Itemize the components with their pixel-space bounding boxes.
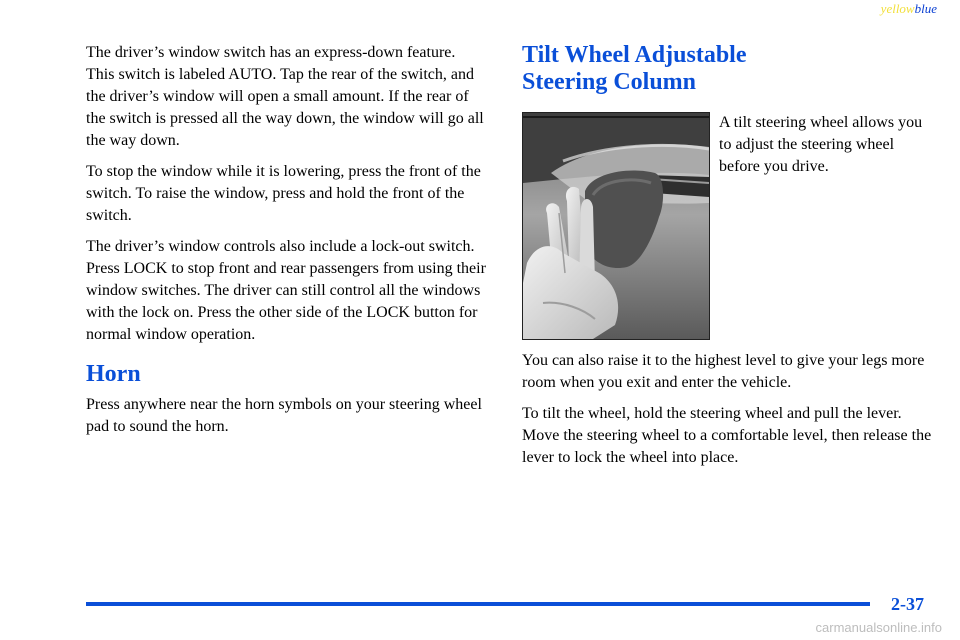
tilt-lever-photo <box>522 112 710 340</box>
tilt-heading-line2: Steering Column <box>522 69 696 95</box>
page-header <box>881 1 937 17</box>
right-column <box>522 42 932 478</box>
paragraph-raise-wheel: You can also raise it to the highest level to give your legs more room when you exit and enter the vehicle. <box>522 352 925 391</box>
horn-heading: Horn <box>86 361 141 387</box>
tilt-intro-text: A tilt steering wheel allows you to adjust the steering wheel before you drive. <box>719 114 923 175</box>
hand-on-lever-illustration <box>523 113 709 339</box>
paragraph-tilt-instructions: To tilt the wheel, hold the steering wheel and pull the lever. Move the steering wheel to a comfortable level, then release the lever to lock the wheel into place. <box>522 405 932 466</box>
paragraph-lock-out: The driver’s window controls also include a lock-out switch. Press LOCK to stop front and rear passengers from using their window switches. The driver can still control all the windows with the lock on. Press the other side of the LOCK button for normal window operation. <box>86 238 486 343</box>
footer-rule <box>86 602 870 606</box>
left-column <box>86 42 486 447</box>
header-word-yellow: yellow <box>880 1 915 16</box>
paragraph-express-down: The driver’s window switch has an express-down feature. This switch is labeled AUTO. Tap the rear of the switch, and the driver’s window will open a small amount. If the rear of the switch is pressed all the way down, the window will go all the way down. <box>86 44 484 149</box>
header-word-blue: blue <box>914 1 937 16</box>
tilt-heading-line1: Tilt Wheel Adjustable <box>522 42 747 68</box>
tilt-wheel-heading <box>522 42 822 96</box>
paragraph-stop-window: To stop the window while it is lowering, press the front of the switch. To raise the window, press and hold the front of the switch. <box>86 163 481 224</box>
page-number: 2-37 <box>891 594 924 614</box>
tilt-figure-row <box>522 112 932 350</box>
watermark: carmanualsonline.info <box>815 620 942 635</box>
paragraph-horn: Press anywhere near the horn symbols on your steering wheel pad to sound the horn. <box>86 396 482 435</box>
